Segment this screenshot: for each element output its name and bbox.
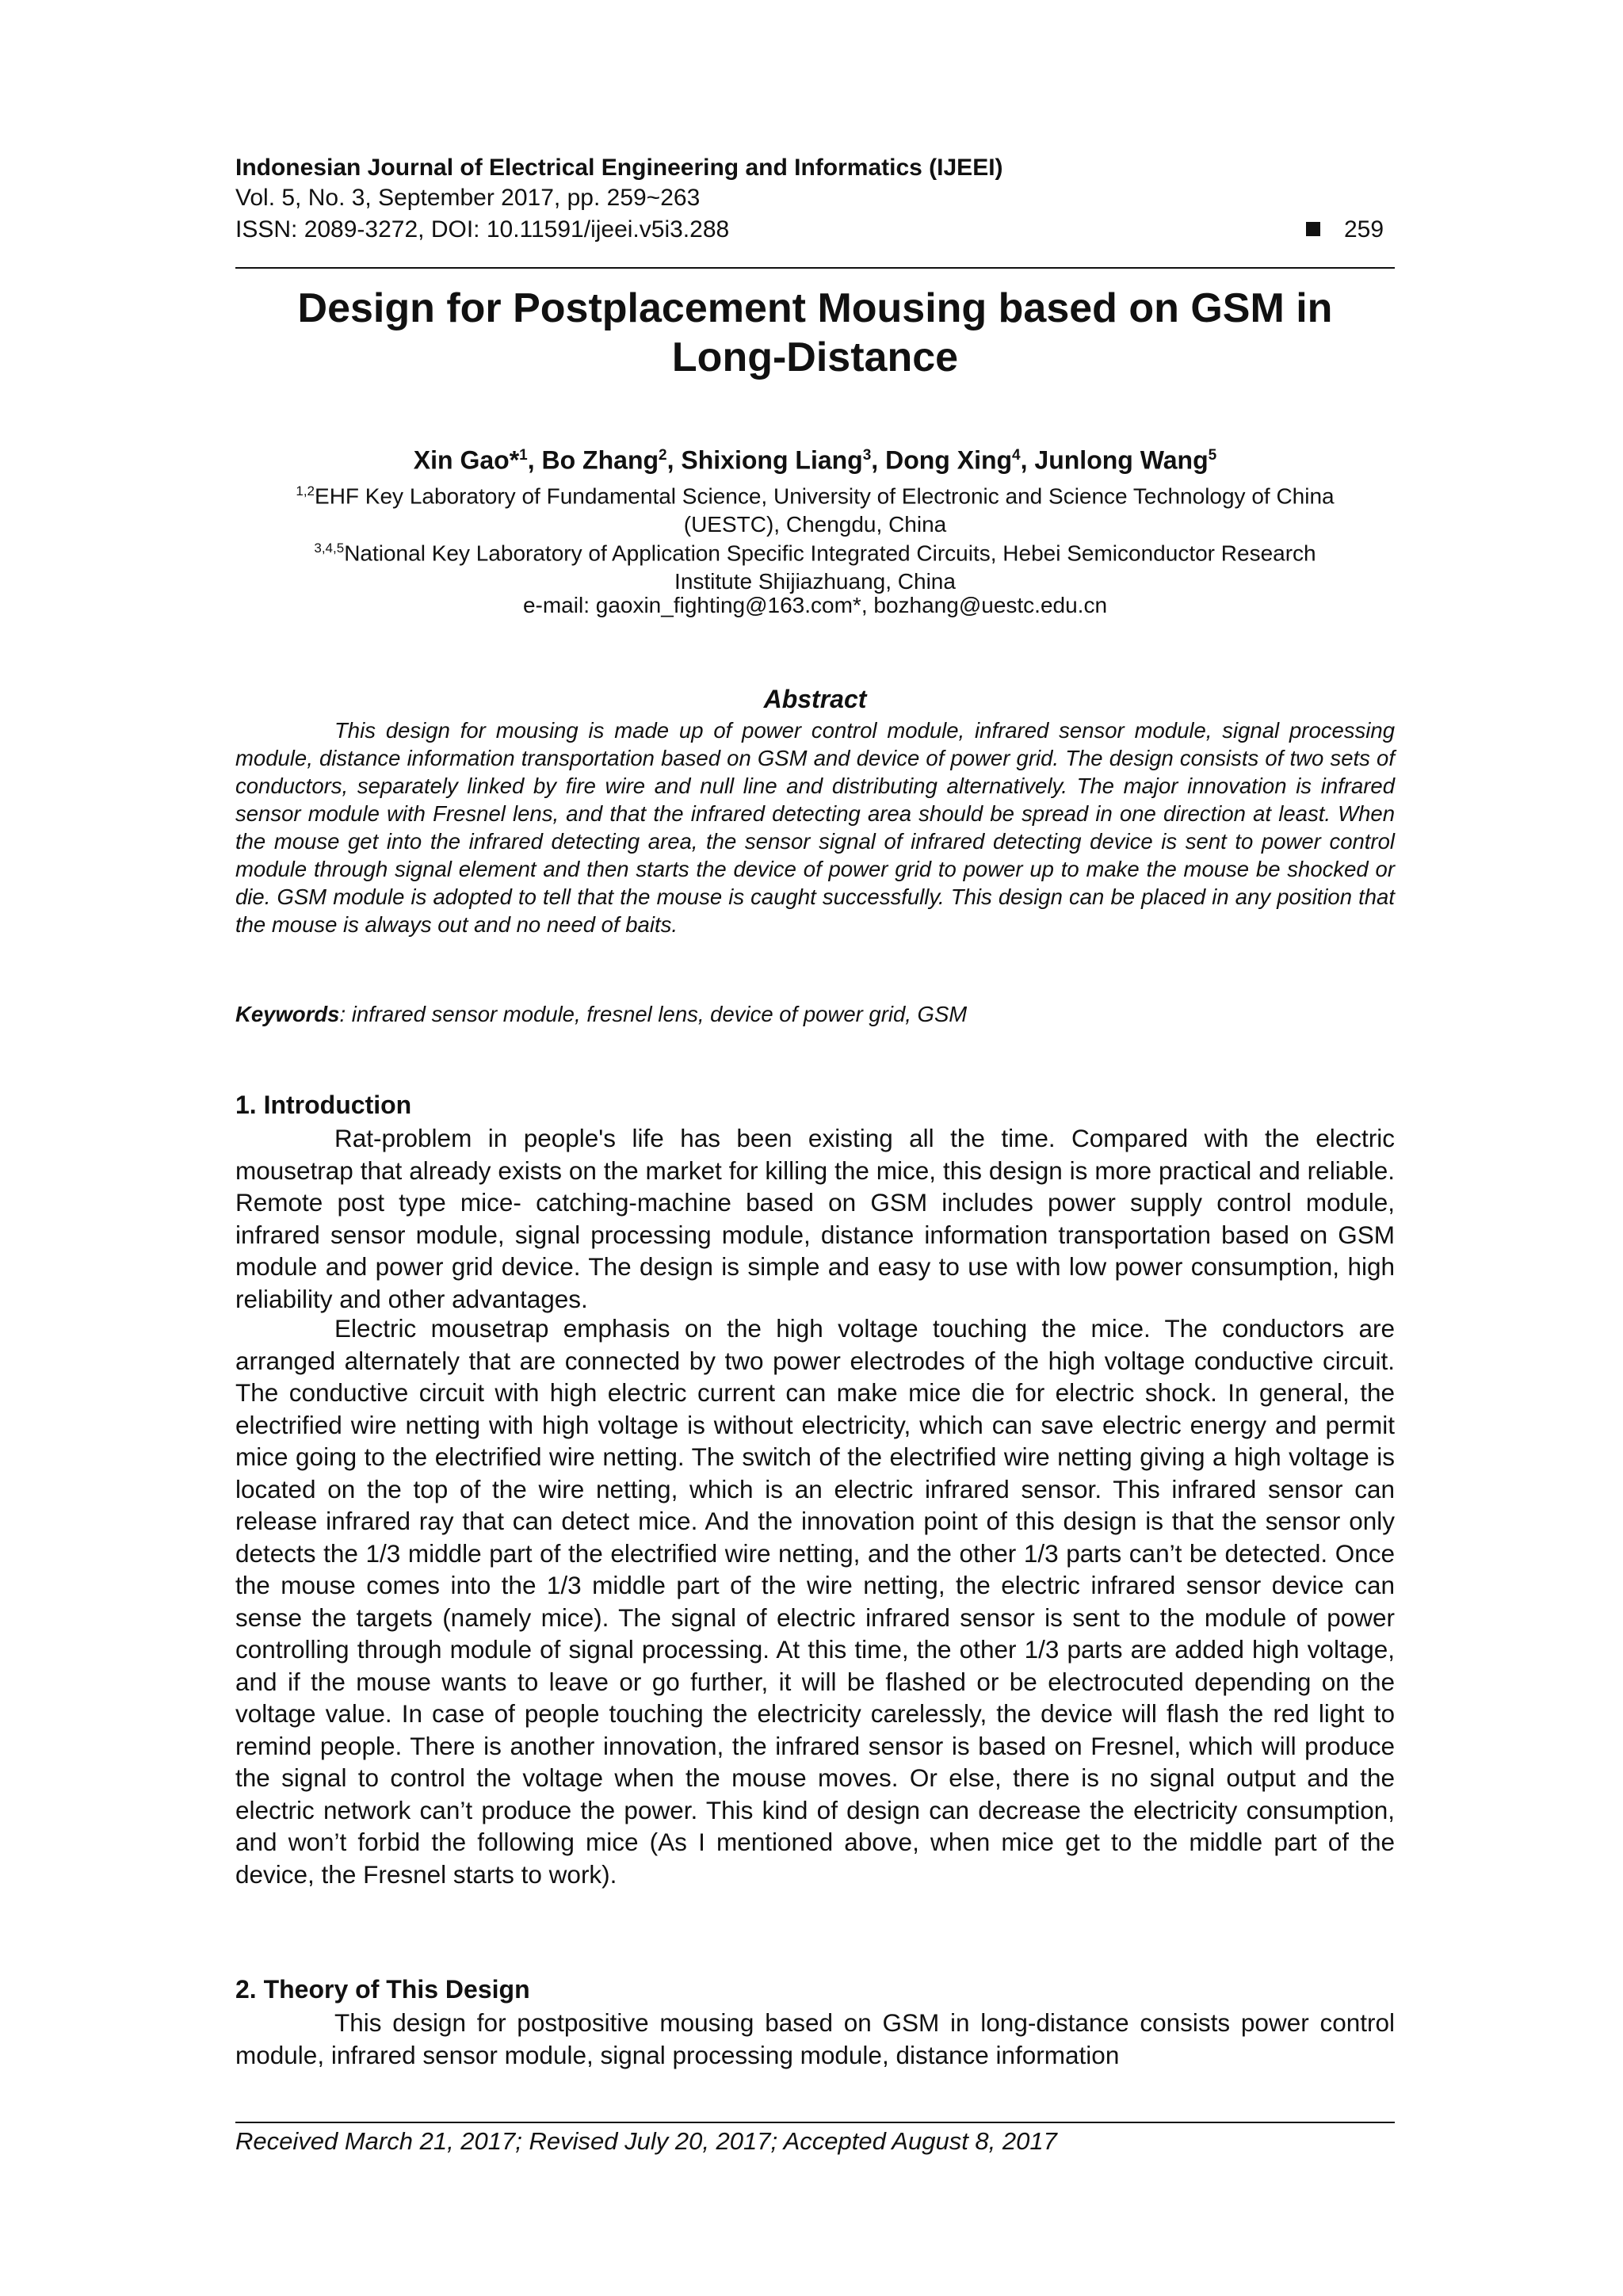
bullet-square-icon <box>1306 222 1320 236</box>
author-affil-sup: 4 <box>1012 447 1021 464</box>
author-name: Junlong Wang <box>1034 445 1209 475</box>
contact-email: e-mail: gaoxin_fighting@163.com*, bozhang@uestc.edu.cn <box>522 593 1108 617</box>
affiliation-text: EHF Key Laboratory of Fundamental Science, University of Electronic and Science Technology of China <box>315 483 1335 509</box>
body-paragraph: Electric mousetrap emphasis on the high voltage touching the mice. The conductors are arranged alternately that are connected by two power electrodes of the high voltage conductive circuit. The conductive circuit with high electric current can make mice die for electric shock. In general, the electrified wire netting with high voltage is without electricity, which can save electric energy and permit mice going to the electrified wire netting. The switch of the electrified wire netting giving a high voltage is located on the top of the wire netting, which is an electric infrared sensor. This infrared sensor can release infrared ray that can detect mice. And the innovation point of this design is that the sensor only detects the 1/3 middle part of the electrified wire netting, and the other 1/3 parts can’t be detected. Once the mouse comes into the 1/3 middle part of the wire netting, the electric infrared sensor device can sense the targets (namely mice). The signal of electric infrared sensor is sent to the module of power controlling through module of signal processing. At this time, the other 1/3 parts are added high voltage, and if the mouse wants to leave or go further, it will be flashed or be electrocuted depending on the voltage value. In case of people touching the electricity carelessly, the device will flash the red light to remind people. There is another innovation, the infrared sensor is based on Fresnel, which will produce the signal to control the voltage when the mouse moves. Or else, there is no signal output and the electric network can’t produce the power. This kind of design can decrease the electricity consumption, and won’t forbid the following mice (As I mentioned above, when mice get to the middle part of the device, the Fresnel starts to work). <box>235 1314 1395 1889</box>
keywords-text: : infrared sensor module, fresnel lens, device of power grid, GSM <box>339 1002 968 1026</box>
journal-name: Indonesian Journal of Electrical Engineering and Informatics (IJEEI) <box>235 155 1003 181</box>
paper-title <box>235 284 1395 382</box>
affiliation-text: (UESTC), Chengdu, China <box>683 512 947 537</box>
keywords-label: Keywords <box>235 1002 340 1026</box>
author-affil-sup: 2 <box>659 447 667 464</box>
author-name: Xin Gao* <box>413 445 520 475</box>
affiliation-text: Institute Shijiazhuang, China <box>674 569 956 594</box>
body-paragraph: Rat-problem in people's life has been existing all the time. Compared with the electric mousetrap that already exists on the market for killing the mice, this design is more practical and reliable. Remote post type mice- catching-machine based on GSM includes power supply control module, infrared sensor module, signal processing module, distance information transportation based on GSM module and power grid device. The design is simple and easy to use with low power consumption, high reliability and other advantages. <box>235 1124 1395 1313</box>
section-heading: 1. Introduction <box>235 1091 412 1119</box>
affiliation-sup: 3,4,5 <box>314 541 345 556</box>
section-heading: 2. Theory of This Design <box>235 1975 530 2004</box>
page-number <box>1306 216 1384 244</box>
abstract-heading: Abstract <box>763 685 867 713</box>
received-dates: Received March 21, 2017; Revised July 20, 2017; Accepted August 8, 2017 <box>235 2127 1057 2155</box>
volume-info: Vol. 5, No. 3, September 2017, pp. 259~263 <box>235 185 701 211</box>
author-list: Xin Gao*$^1$, Bo Zhang$^2$, Shixiong Liang$^3$, Dong Xing$^4$, Junlong Wang$^5$ <box>413 445 1217 475</box>
affiliation-sup: 1,2 <box>296 483 315 499</box>
body-paragraph: This design for postpositive mousing based on GSM in long-distance consists power control module, infrared sensor module, signal processing module, distance information <box>235 2008 1395 2069</box>
abstract-text: This design for mousing is made up of power control module, infrared sensor module, signal processing module, distance information transportation based on GSM and device of power grid. The design consists of two sets of conductors, separately linked by fire wire and null line and distributing alternatively. The major innovation is infrared sensor module with Fresnel lens, and that the infrared detecting area should be spread in one direction at least. When the mouse get into the infrared detecting area, the sensor signal of infrared detecting device is sent to power control module through signal element and then starts the device of power grid to power up to make the mouse be shocked or die. GSM module is adopted to tell that the mouse is caught successfully. This design can be placed in any position that the mouse is always out and no need of baits. <box>235 718 1395 937</box>
affiliation-2 <box>235 534 1395 596</box>
title-line-1: Design for Postplacement Mousing based on GSM in <box>297 285 1333 331</box>
keywords <box>235 1000 1395 1029</box>
author-affil-sup: 3 <box>862 447 872 464</box>
author-name: Dong Xing <box>885 445 1013 475</box>
header-rule <box>235 267 1395 269</box>
author-name: Bo Zhang <box>541 445 659 475</box>
author-affil-sup: 1 <box>519 447 528 464</box>
title-line-2: Long-Distance <box>671 334 959 380</box>
footer-rule <box>235 2122 1395 2123</box>
author-affil-sup: 5 <box>1208 447 1217 464</box>
issn-doi: ISSN: 2089-3272, DOI: 10.11591/ijeei.v5i3.288 <box>235 216 730 243</box>
page-number-value: 259 <box>1344 216 1384 243</box>
affiliation-1 <box>235 477 1395 539</box>
affiliation-text: National Key Laboratory of Application Specific Integrated Circuits, Hebei Semiconductor Research <box>344 541 1316 566</box>
author-name: Shixiong Liang <box>681 445 863 475</box>
